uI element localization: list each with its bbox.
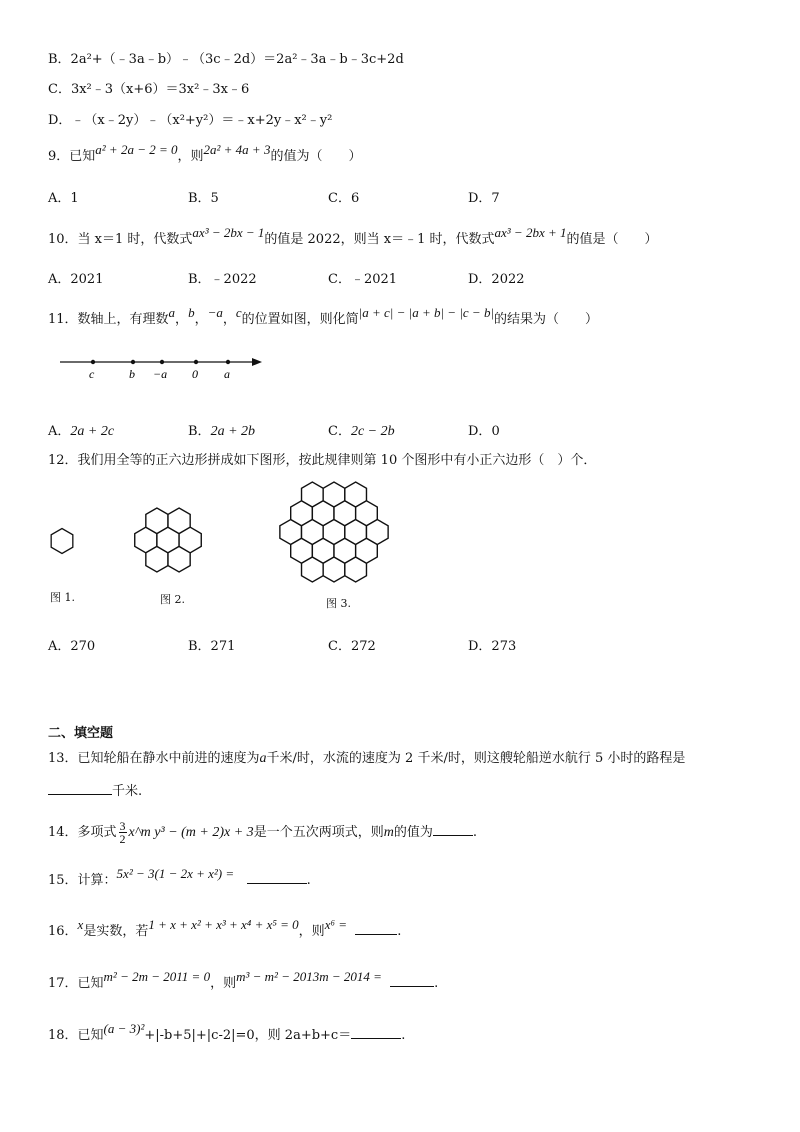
q16-end: . [397,924,402,939]
q12-option-a: A．270 [48,639,96,654]
q18-end: . [401,1028,406,1043]
q11-var-neg-a: −a [207,305,223,320]
q11-expr: |a + c| − |a + b| − |c − b| [358,305,495,320]
option-value: 2a + 2b [210,424,256,439]
figure-2-caption: 图 2. [160,593,185,606]
small-hexagon [366,520,388,545]
label-a: a [224,367,230,381]
q14-fraction [119,820,127,845]
q8-option-c: C．3x²﹣3（x+6）＝3x²﹣3x﹣6 [48,82,250,97]
q11-prefix: 11．数轴上，有理数 [48,312,169,327]
q15-expr: 5x² − 3(1 − 2x + x²) = [116,866,235,881]
q12-option-d: D．273 [468,639,517,654]
q12-option-c: C．272 [328,639,376,654]
q14-prefix: 14．多项式 [48,825,117,840]
q10-mid: 的值是 2022，则当 x＝﹣1 时，代数式 [264,232,495,247]
q9-suffix: 的值为（ ） [270,149,362,164]
q17-expr2: m³ − m² − 2013m − 2014 = [236,969,382,984]
q14-answer-blank[interactable] [433,821,473,836]
q13-part2: 千米/时，水流的速度为 2 千米/时，则这艘轮船逆水航行 5 小时的路程是 [266,751,686,766]
q18-stem [48,1021,406,1046]
q10-option-c: C．﹣2021 [328,272,398,287]
small-hexagon [179,527,201,553]
q17-prefix: 17．已知 [48,976,104,991]
figure-3-caption: 图 3. [326,597,351,610]
q17-end: . [434,976,439,991]
q14-expr: x^m y³ − (m + 2)x + 3 [128,825,254,840]
q18-answer-blank[interactable] [351,1024,401,1039]
q15-answer-blank[interactable] [247,869,307,884]
q13-answer-line [48,780,142,802]
q14-frac-den: 2 [119,832,126,846]
q9-option-c: C．6 [328,191,360,206]
q16-answer-blank[interactable] [355,920,397,935]
q8-option-b: B．2a²+（﹣3a﹣b）﹣（3c﹣2d）＝2a²﹣3a﹣b﹣3c+2d [48,52,404,67]
q11-comma: ， [194,312,208,327]
label-neg-a: −a [153,367,168,381]
label-zero: 0 [192,367,198,381]
q14-suffix: 的值为 [393,825,433,840]
q10-expr1: ax³ − 2bx − 1 [192,225,265,240]
q17-expr: m² − 2m − 2011 = 0 [103,969,211,984]
q13-answer-blank[interactable] [48,780,112,795]
q11-comma: ， [175,312,189,327]
q11-comma: ， [222,312,236,327]
q10-option-b: B．﹣2022 [188,272,257,287]
q13-part1: 13．已知轮船在静水中前进的速度为 [48,751,260,766]
q16-text2: ，则 [298,924,325,939]
q18-expr: (a − 3)² [103,1021,145,1036]
option-letter: A． [48,424,71,439]
q10-suffix: 的值是（ ） [566,232,658,247]
q13-unit: 千米. [112,784,143,799]
q14-var: m [383,825,394,840]
q13-stem [48,749,685,769]
q18-prefix: 18．已知 [48,1028,104,1043]
q16-expr2: x⁶ = [324,917,347,932]
q14-end: . [472,825,477,840]
q16-num: 16． [48,924,78,939]
q14-mid: 是一个五次两项式，则 [253,825,384,840]
q16-text1: 是实数，若 [83,924,149,939]
q11-var-c: c [235,305,242,320]
q16-var: x [77,917,84,932]
option-value: 0 [491,424,500,439]
option-letter: C． [328,424,351,439]
q11-mid: 的位置如图，则化简 [241,312,359,327]
small-hexagon [51,529,73,554]
label-b: b [129,367,135,381]
q11-var-b: b [188,305,195,320]
figure-2-hexagons [135,508,202,572]
q12-stem: 12．我们用全等的正六边形拼成如下图形，按此规律则第 10 个图形中有小正六边形（ ）个． [48,453,597,468]
q14-stem [48,820,477,845]
option-value: 2a + 2c [70,424,115,439]
q10-option-a: A．2021 [48,272,104,287]
q10-option-d: D．2022 [468,272,525,287]
q15-prefix: 15．计算： [48,873,117,888]
q9-option-b: B．5 [188,191,219,206]
q13-var: a [259,751,267,766]
option-letter: D． [468,424,492,439]
q15-stem [48,866,311,891]
q14-frac-num: 3 [119,819,126,833]
option-value: 2c − 2b [350,424,395,439]
q9-expr2: 2a² + 4a + 3 [203,142,271,157]
q9-option-d: D．7 [468,191,500,206]
q15-end: . [306,873,311,888]
option-letter: B． [188,424,211,439]
q17-stem [48,969,439,994]
q16-expr: 1 + x + x² + x³ + x⁴ + x⁵ = 0 [148,917,299,932]
q11-suffix: 的结果为（ ） [494,312,599,327]
q16-stem [48,917,402,942]
q9-option-a: A．1 [48,191,79,206]
q18-rest: +|-b+5|+|c-2|=0，则 2a+b+c＝ [144,1028,352,1043]
q10-prefix: 10．当 x＝1 时，代数式 [48,232,193,247]
label-c: c [89,367,95,381]
figure-3-hexagons [280,482,388,582]
q17-mid: ，则 [210,976,237,991]
q9-prefix: 9．已知 [48,149,96,164]
q9-mid: ，则 [177,149,204,164]
q9-expr1: a² + 2a − 2 = 0 [95,142,178,157]
section-title: 二、填空题 [48,726,114,741]
q10-expr2: ax³ − 2bx + 1 [494,225,567,240]
q8-option-d: D．﹣（x﹣2y）﹣（x²+y²）＝﹣x+2y﹣x²﹣y² [48,113,333,128]
figure-1-caption: 图 1. [50,591,75,604]
q11-var-a: a [168,305,176,320]
q12-option-b: B．271 [188,639,236,654]
figure-1-hexagons [51,529,73,554]
q17-answer-blank[interactable] [390,972,434,987]
